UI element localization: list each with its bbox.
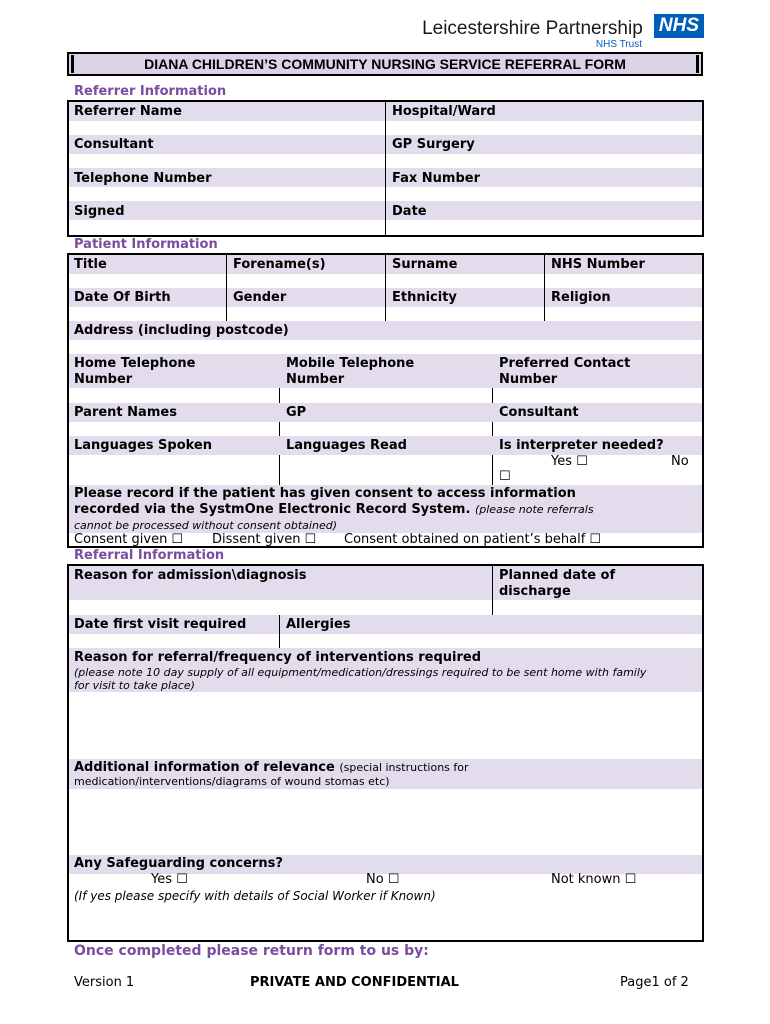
safeguarding-label: Any Safeguarding concerns? — [74, 856, 283, 871]
referrer-name-label: Referrer Name — [74, 104, 182, 119]
referral-table — [67, 564, 704, 942]
confidential-label: PRIVATE AND CONFIDENTIAL — [250, 975, 459, 990]
gp-surgery-label: GP Surgery — [392, 137, 475, 152]
return-instruction: Once completed please return form to us by: — [74, 943, 429, 959]
consent-note: cannot be processed without consent obtained) — [74, 519, 337, 532]
referral-heading: Referral Information — [74, 548, 225, 563]
additional-info-label: Additional information of relevance (special instructions for — [74, 760, 469, 775]
reason-note-2: for visit to take place) — [74, 679, 195, 692]
date-label: Date — [392, 204, 427, 219]
referrer-table — [67, 100, 704, 237]
allergies-label: Allergies — [286, 617, 351, 632]
consent-text-2: recorded via the SystmOne Electronic Record System. (please note referrals — [74, 502, 594, 517]
form-title: DIANA CHILDREN’S COMMUNITY NURSING SERVICE REFERRAL FORM — [67, 52, 703, 76]
page-number: Page1 of 2 — [620, 975, 689, 990]
telephone-label: Telephone Number — [74, 171, 212, 186]
additional-note: medication/interventions/diagrams of wound stomas etc) — [74, 775, 390, 788]
interpreter-yes-checkbox[interactable]: Yes ☐ — [551, 454, 588, 469]
interpreter-label: Is interpreter needed? — [499, 438, 664, 453]
safeguarding-note: (If yes please specify with details of Social Worker if Known) — [74, 889, 436, 903]
org-name: Leicestershire Partnership — [422, 18, 643, 39]
address-label: Address (including postcode) — [74, 323, 289, 338]
religion-label: Religion — [551, 290, 611, 305]
patient-table — [67, 253, 704, 548]
gp-label: GP — [286, 405, 307, 420]
languages-spoken-label: Languages Spoken — [74, 438, 212, 453]
dob-label: Date Of Birth — [74, 290, 171, 305]
consent-behalf-checkbox[interactable]: Consent obtained on patient’s behalf ☐ — [344, 532, 602, 547]
hospital-ward-label: Hospital/Ward — [392, 104, 496, 119]
patient-consultant-label: Consultant — [499, 405, 579, 420]
consent-text-1: Please record if the patient has given consent to access information — [74, 486, 576, 501]
title-label: Title — [74, 257, 107, 272]
safeguarding-unknown-checkbox[interactable]: Not known ☐ — [551, 872, 637, 887]
parent-names-label: Parent Names — [74, 405, 177, 420]
planned-discharge-label: Planned date of discharge — [499, 568, 616, 599]
forenames-label: Forename(s) — [233, 257, 326, 272]
preferred-contact-label: Preferred Contact Number — [499, 356, 631, 387]
nhs-badge: NHS — [654, 14, 704, 38]
interpreter-no-label: No — [671, 454, 689, 469]
trust-label: NHS Trust — [595, 39, 642, 50]
reason-referral-label: Reason for referral/frequency of interventions required — [74, 650, 482, 665]
gender-label: Gender — [233, 290, 287, 305]
referrer-heading: Referrer Information — [74, 84, 227, 99]
reason-note-1: (please note 10 day supply of all equipment/medication/dressings required to be sent home with family — [74, 666, 647, 679]
ethnicity-label: Ethnicity — [392, 290, 457, 305]
consent-given-checkbox[interactable]: Consent given ☐ — [74, 532, 184, 547]
interpreter-no-checkbox[interactable]: ☐ — [499, 469, 511, 484]
home-tel-label: Home Telephone Number — [74, 356, 196, 387]
fax-label: Fax Number — [392, 171, 481, 186]
version-label: Version 1 — [74, 975, 135, 990]
safeguarding-yes-checkbox[interactable]: Yes ☐ — [151, 872, 188, 887]
reason-admission-label: Reason for admission\diagnosis — [74, 568, 307, 583]
first-visit-label: Date first visit required — [74, 617, 247, 632]
languages-read-label: Languages Read — [286, 438, 407, 453]
dissent-given-checkbox[interactable]: Dissent given ☐ — [212, 532, 317, 547]
patient-heading: Patient Information — [74, 237, 218, 252]
safeguarding-no-checkbox[interactable]: No ☐ — [366, 872, 400, 887]
mobile-tel-label: Mobile Telephone Number — [286, 356, 415, 387]
nhs-number-label: NHS Number — [551, 257, 645, 272]
nhs-logo — [422, 14, 704, 40]
surname-label: Surname — [392, 257, 458, 272]
consultant-label: Consultant — [74, 137, 154, 152]
signed-label: Signed — [74, 204, 125, 219]
